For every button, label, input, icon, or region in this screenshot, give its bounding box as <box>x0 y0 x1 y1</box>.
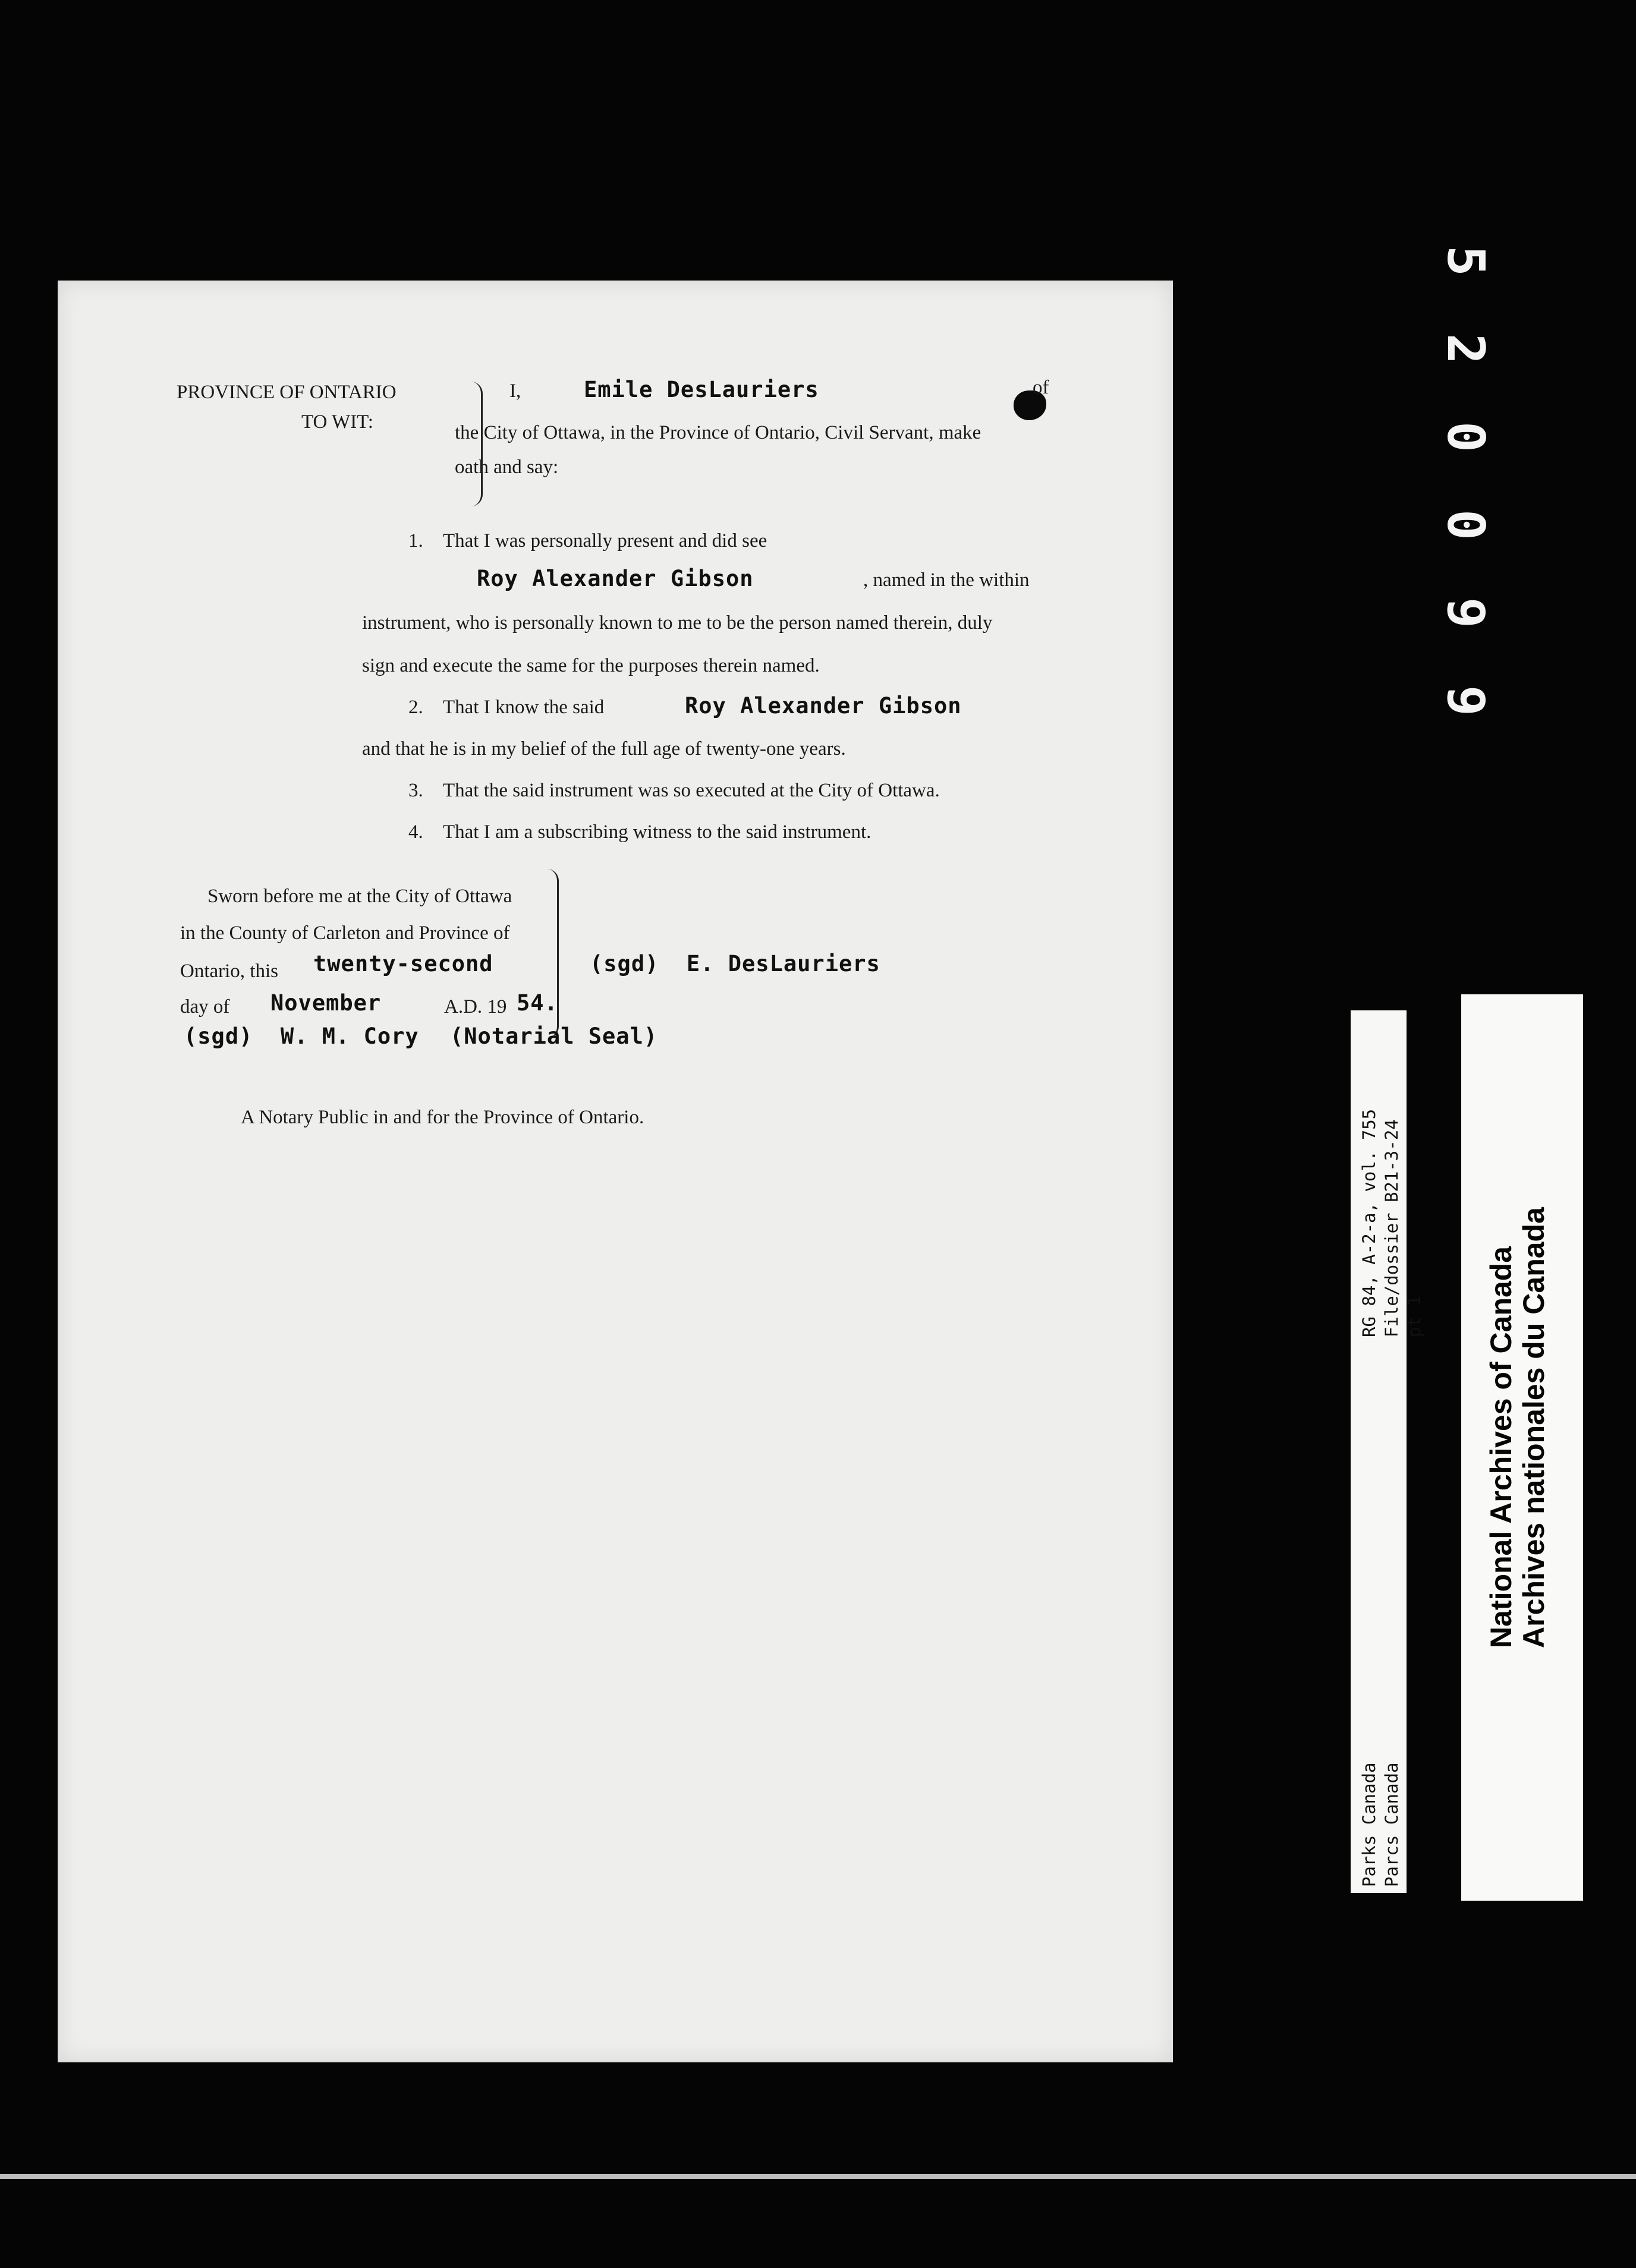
p1-name: Roy Alexander Gibson <box>477 566 754 591</box>
parks-canada-en: Parks Canada <box>1359 1762 1379 1887</box>
p4-number: 4. <box>408 821 423 843</box>
header-province: PROVINCE OF ONTARIO <box>177 382 397 403</box>
jurat-ad: A.D. 19 <box>444 996 507 1018</box>
frame-digit: 9 <box>1436 685 1495 716</box>
p2-text: That I know the said <box>443 697 605 718</box>
reference-text <box>1358 1109 1426 1337</box>
p1-line-4: sign and execute the same for the purposes therein named. <box>362 655 820 676</box>
affidavit-page <box>58 281 1173 2062</box>
jurat-line-3-prefix: Ontario, this <box>180 960 278 982</box>
notarial-seal: (Notarial Seal) <box>450 1023 658 1049</box>
p2-name: Roy Alexander Gibson <box>685 693 962 719</box>
header-to-wit: TO WIT: <box>301 411 373 433</box>
reference-label <box>1351 1010 1424 1893</box>
reference-line-3: pt 1 <box>1404 1296 1424 1337</box>
intro-i: I, <box>509 380 521 402</box>
frame-digit: 0 <box>1436 421 1495 452</box>
p3-text: That the said instrument was so executed at the City of Ottawa. <box>443 780 940 801</box>
p3-number: 3. <box>408 780 423 801</box>
parks-canada-fr: Parcs Canada <box>1382 1762 1402 1887</box>
jurat-day: twenty-second <box>313 951 493 976</box>
intro-line-2: the City of Ottawa, in the Province of Ontario, Civil Servant, make <box>455 422 981 443</box>
jurat-year: 54. <box>517 990 558 1016</box>
p1-text: That I was personally present and did see <box>443 530 767 552</box>
p1-after: , named in the within <box>863 569 1030 591</box>
p2-number: 2. <box>408 697 423 718</box>
national-archives-fr: Archives nationales du Canada <box>1517 1207 1550 1648</box>
scan-edge-strip <box>0 2174 1636 2179</box>
deponent-name: Emile DesLauriers <box>584 377 819 402</box>
frame-digit: 9 <box>1436 597 1495 628</box>
jurat-brace <box>545 869 559 1038</box>
notary-caption: A Notary Public in and for the Province of Ontario. <box>241 1107 644 1128</box>
reference-line-1: RG 84, A-2-a, vol. 755 <box>1359 1108 1379 1337</box>
frame-digit: 0 <box>1436 509 1495 540</box>
frame-digit: 2 <box>1436 333 1495 364</box>
jurat-line-1: Sworn before me at the City of Ottawa <box>207 886 512 907</box>
frame-digit: 5 <box>1436 245 1495 276</box>
parks-canada-text <box>1358 1762 1403 1887</box>
p2-line-2: and that he is in my belief of the full age of twenty-one years. <box>362 738 846 760</box>
frame-number <box>1427 217 1504 782</box>
notary-signature: (sgd) W. M. Cory <box>184 1023 419 1049</box>
intro-line-3: oath and say: <box>455 456 559 478</box>
deponent-signature: (sgd) E. DesLauriers <box>590 951 880 976</box>
header-brace <box>468 382 483 506</box>
jurat-line-4-prefix: day of <box>180 996 230 1018</box>
national-archives-en: National Archives of Canada <box>1484 1246 1518 1648</box>
p4-text: That I am a subscribing witness to the said instrument. <box>443 821 872 843</box>
reference-line-2: File/dossier B21-3-24 <box>1382 1119 1402 1337</box>
jurat-line-2: in the County of Carleton and Province of <box>180 922 510 944</box>
national-archives-text <box>1485 1207 1550 1648</box>
p1-number: 1. <box>408 530 423 552</box>
national-archives-label <box>1461 994 1583 1901</box>
intro-of: of <box>1033 377 1049 398</box>
p1-line-3: instrument, who is personally known to me to be the person named therein, duly <box>362 612 993 634</box>
jurat-month: November <box>270 990 382 1016</box>
